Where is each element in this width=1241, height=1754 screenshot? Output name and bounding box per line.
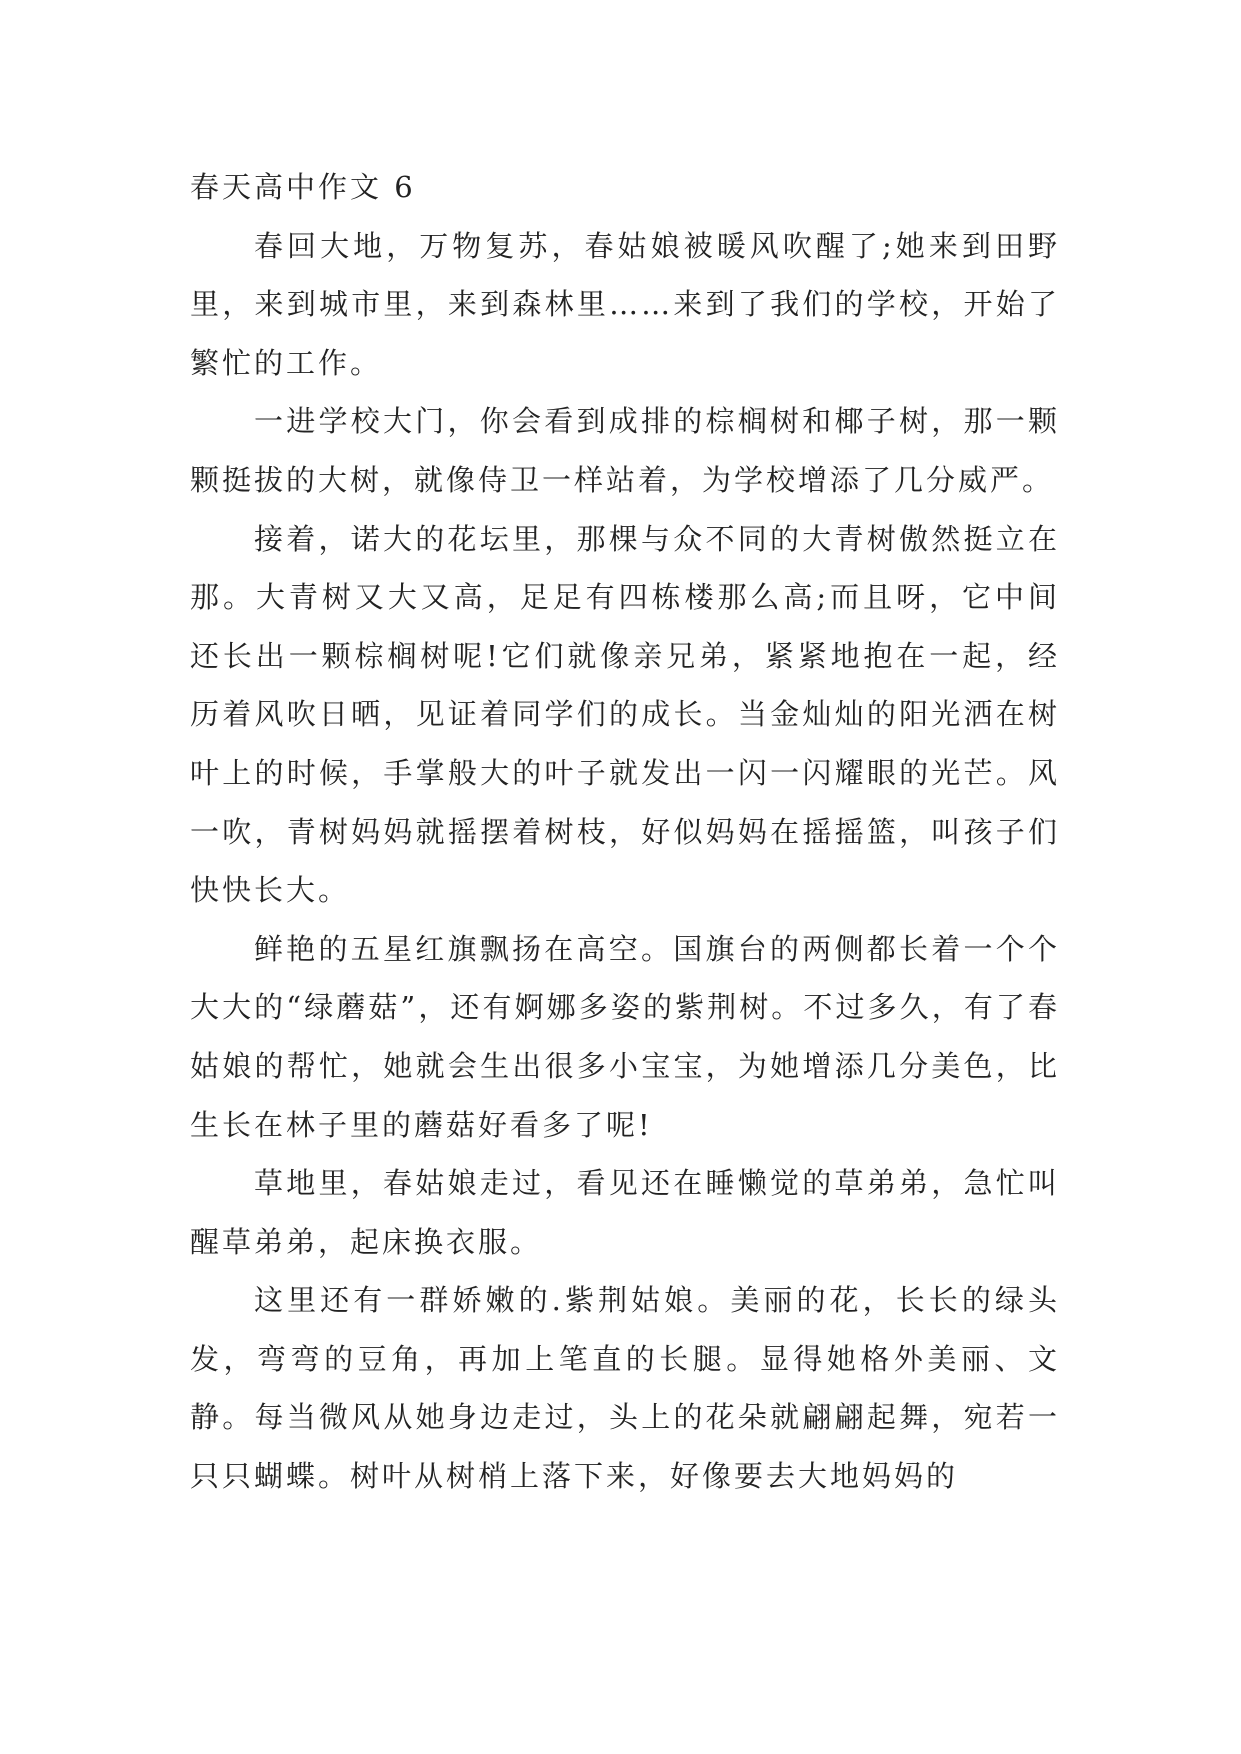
- paragraph: 这里还有一群娇嫩的.紫荆姑娘。美丽的花，长长的绿头发，弯弯的豆角，再加上笔直的长腿。显得她格外美丽、文静。每当微风从她身边走过，头上的花朵就翩翩起舞，宛若一只只蝴蝶。树叶从树梢上落下来，好像要去大地妈妈的: [190, 1283, 1060, 1494]
- document-title: 春天高中作文 6: [190, 170, 416, 204]
- paragraph: 鲜艳的五星红旗飘扬在高空。国旗台的两侧都长着一个个大大的“绿蘑菇”，还有婀娜多姿的紫荆树。不过多久，有了春姑娘的帮忙，她就会生出很多小宝宝，为她增添几分美色，比生长在林子里的蘑菇好看多了呢!: [190, 931, 1060, 1142]
- paragraph: 一进学校大门，你会看到成排的棕榈树和椰子树，那一颗颗挺拔的大树，就像侍卫一样站着，为学校增添了几分威严。: [190, 404, 1060, 497]
- paragraph: 春回大地，万物复苏，春姑娘被暖风吹醒了;她来到田野里，来到城市里，来到森林里……来到了我们的学校，开始了繁忙的工作。: [190, 228, 1060, 380]
- paragraph: 草地里，春姑娘走过，看见还在睡懒觉的草弟弟，急忙叫醒草弟弟，起床换衣服。: [190, 1166, 1060, 1259]
- paragraph: 接着，诺大的花坛里，那棵与众不同的大青树傲然挺立在那。大青树又大又高，足足有四栋楼那么高;而且呀，它中间还长出一颗棕榈树呢!它们就像亲兄弟，紧紧地抱在一起，经历着风吹日晒，见证着同学们的成长。当金灿灿的阳光洒在树叶上的时候，手掌般大的叶子就发出一闪一闪耀眼的光芒。风一吹，青树妈妈就摇摆着树枝，好似妈妈在摇摇篮，叫孩子们快快长大。: [190, 521, 1060, 908]
- document-body: [190, 158, 1060, 1506]
